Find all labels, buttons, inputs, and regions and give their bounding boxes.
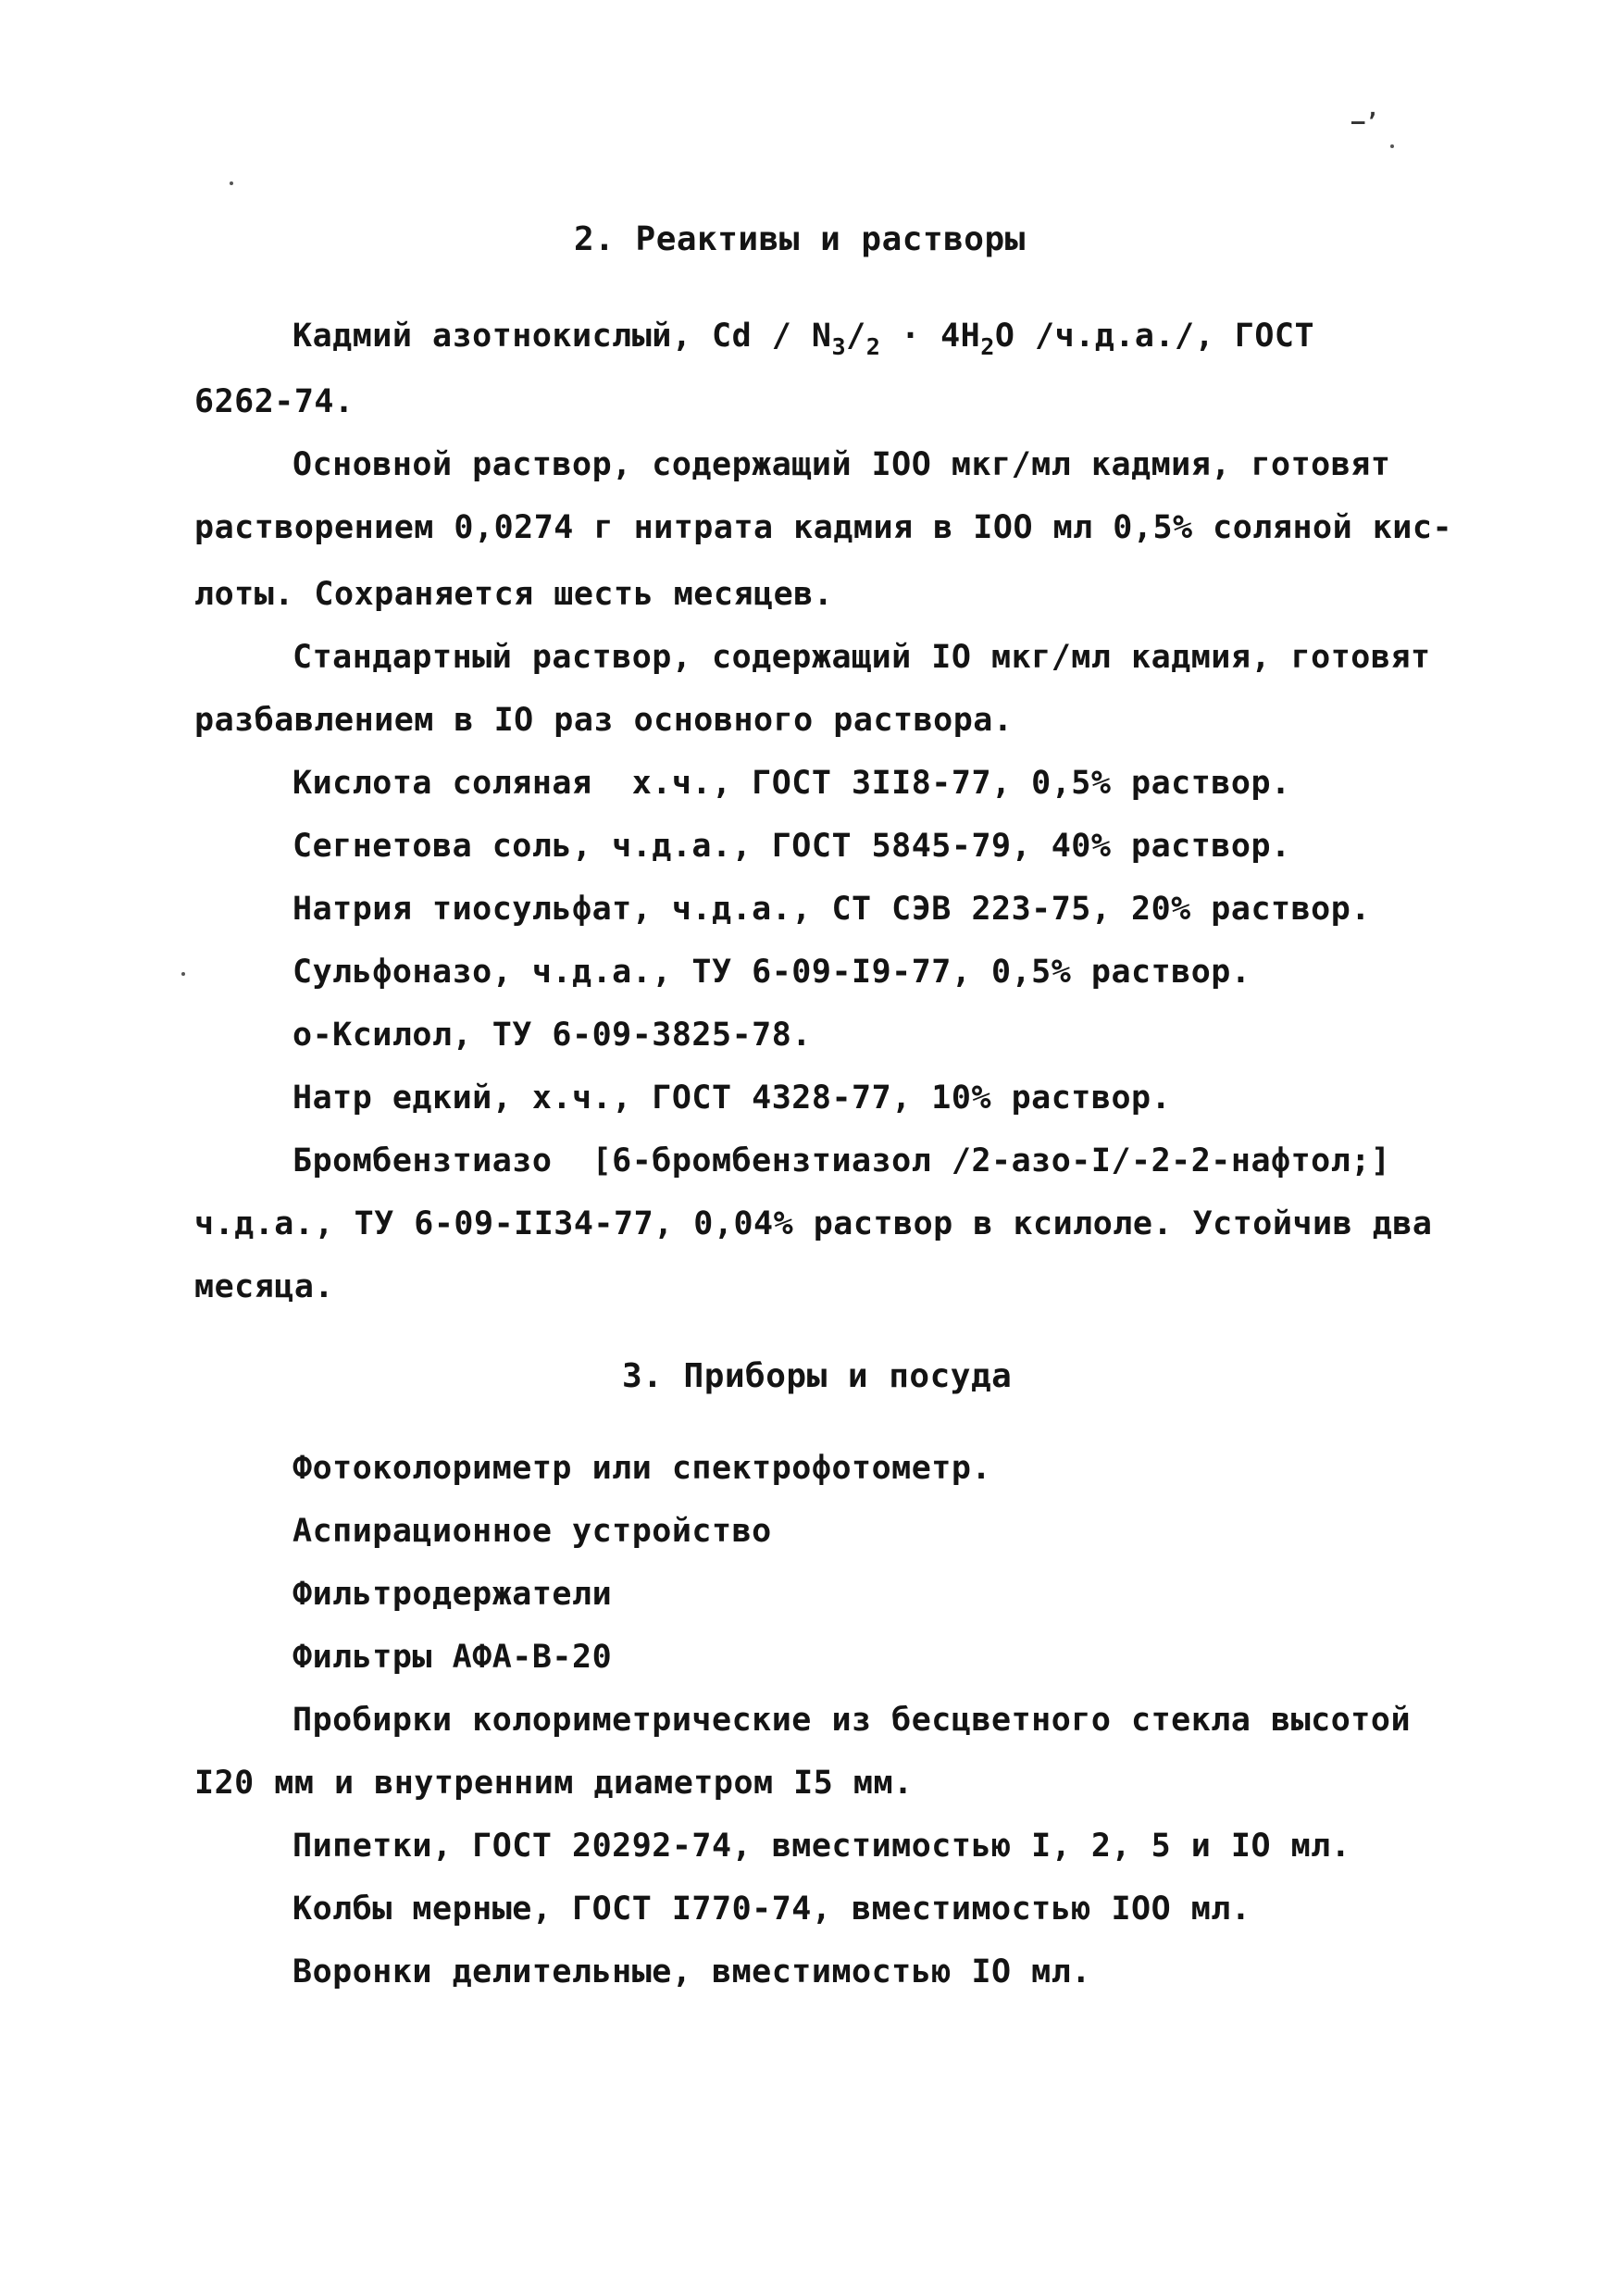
main-solution-line: лоты. Сохраняется шесть месяцев. [194,576,834,613]
speck-mark [1390,144,1394,148]
main-solution-line: растворением 0,0274 г нитрата кадмия в IOO мл 0,5% соляной кис- [194,509,1453,546]
test-tubes-line: Пробирки колориметрические из бесцветного стекла высотой [292,1702,1412,1739]
standard-solution-line: разбавлением в IO раз основного раствора. [194,702,1014,739]
formula-subscript: 2 [980,332,995,360]
section-2-heading: 2. Реактивы и растворы [574,220,1026,258]
standard-solution-line: Стандартный раствор, содержащий IO мкг/мл кадмия, готовят [292,639,1431,676]
equipment-item: Фильтродержатели [292,1576,613,1613]
formula-slash: / [846,318,866,355]
page-number-mark: —ʼ [1351,108,1379,134]
reagent-name: Кадмий азотнокислый, Cd / N [292,318,832,355]
formula-subscript: 2 [865,332,881,360]
bromobenzthiazo-line: Бромбензтиазо [6-бромбензтиазол /2-азо-I/-2-2-нафтол;] [292,1142,1391,1179]
reagent-item: Сегнетова соль, ч.д.а., ГОСТ 5845-79, 40% раствор. [292,828,1291,865]
reagent-item: о-Ксилол, ТУ 6-09-3825-78. [292,1017,812,1054]
bromobenzthiazo-line: ч.д.а., ТУ 6-09-II34-77, 0,04% раствор в ксилоле. Устойчив два [194,1205,1433,1242]
equipment-item: Фотоколориметр или спектрофотометр. [292,1450,992,1487]
reagent-item: Натр едкий, х.ч., ГОСТ 4328-77, 10% раствор. [292,1079,1172,1117]
formula-subscript: 3 [831,332,847,360]
reagent-item: Кислота соляная х.ч., ГОСТ 3II8-77, 0,5% раствор. [292,765,1291,802]
equipment-item: Аспирационное устройство [292,1513,772,1550]
bromobenzthiazo-line: месяца. [194,1268,335,1305]
section-3-heading: 3. Приборы и посуда [622,1357,1013,1395]
reagent-item: Сульфоназо, ч.д.а., ТУ 6-09-I9-77, 0,5% раствор. [292,954,1251,991]
test-tubes-line: I20 мм и внутренним диаметром I5 мм. [194,1765,914,1802]
speck-mark [230,181,233,185]
formula-part: · 4H [880,318,981,355]
equipment-item: Пипетки, ГОСТ 20292-74, вместимостью I, 2, 5 и IO мл. [292,1828,1351,1865]
reagent-grade-gost: O /ч.д.а./, ГОСТ [994,318,1315,355]
equipment-item: Колбы мерные, ГОСТ I770-74, вместимостью IOO мл. [292,1890,1251,1928]
equipment-item: Воронки делительные, вместимостью IO мл. [292,1953,1091,1990]
equipment-item: Фильтры АФА-В-20 [292,1639,613,1676]
reagent-cadmium-nitrate-cont: 6262-74. [194,383,355,420]
reagent-item: Натрия тиосульфат, ч.д.а., СТ СЭВ 223-75, 20% раствор. [292,891,1371,928]
speck-mark [181,972,185,976]
main-solution-line: Основной раствор, содержащий IOO мкг/мл кадмия, готовят [292,446,1391,483]
reagent-cadmium-nitrate [292,318,1315,360]
